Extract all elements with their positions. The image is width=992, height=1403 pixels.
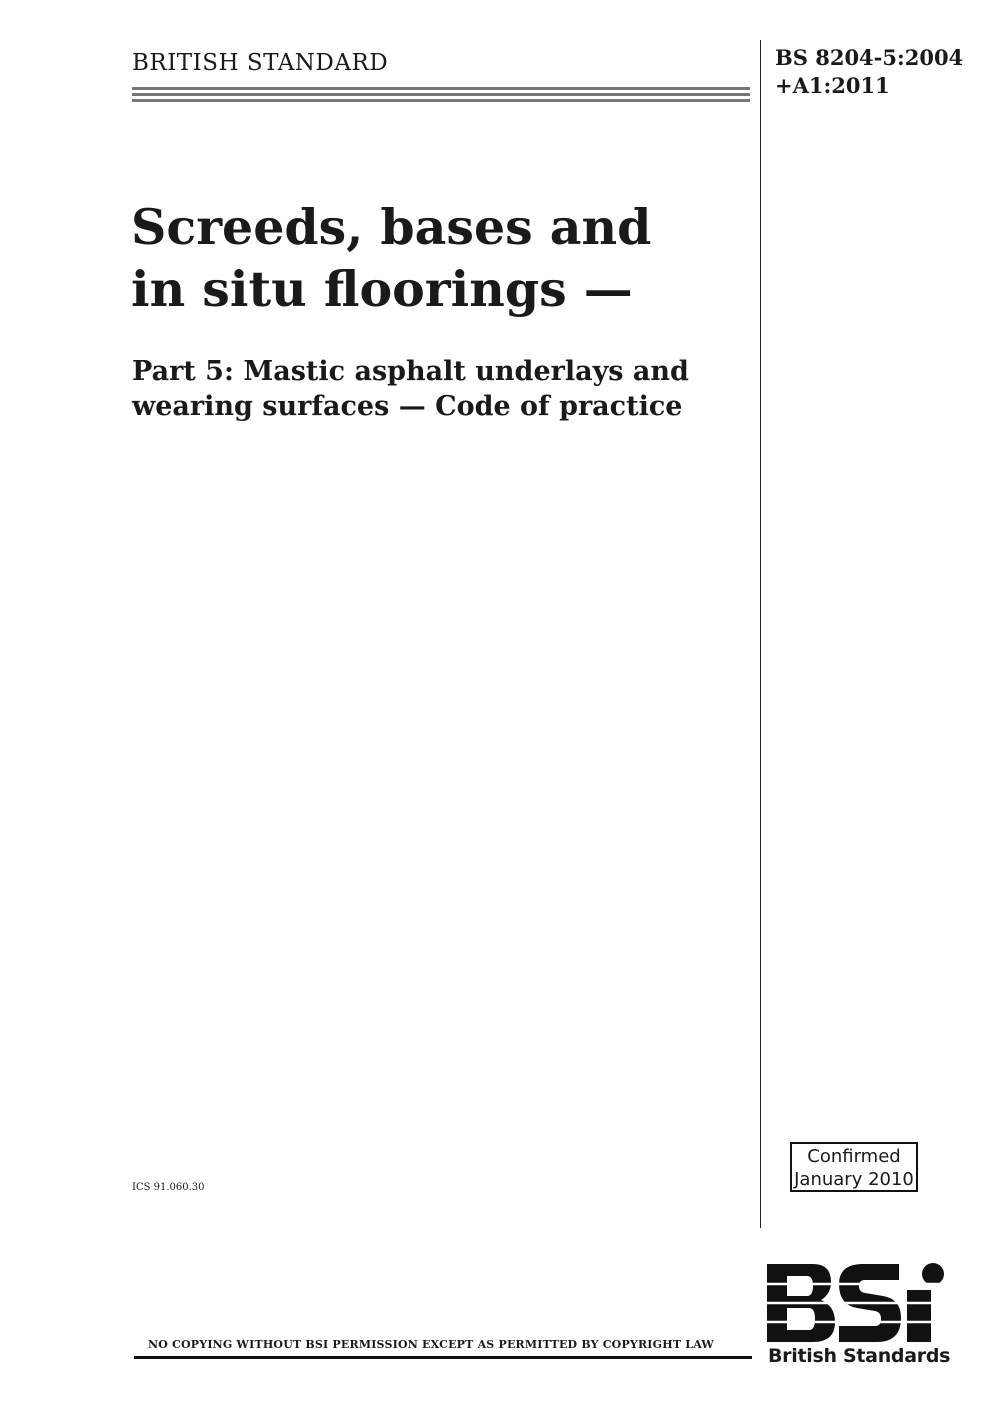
standard-number-line2: +A1:2011 xyxy=(775,73,890,98)
standard-number xyxy=(775,44,963,100)
bsi-logo xyxy=(765,1262,947,1344)
logo-letter-i-stem xyxy=(907,1290,931,1342)
ics-code: ICS 91.060.30 xyxy=(132,1182,205,1193)
bsi-tagline: British Standards xyxy=(768,1345,951,1367)
confirmed-stamp xyxy=(790,1142,918,1192)
stamp-line1: Confirmed xyxy=(807,1146,901,1167)
title-line1: Screeds, bases and xyxy=(131,198,652,256)
stamp-line2: January 2010 xyxy=(794,1169,914,1190)
subtitle-line1: Part 5: Mastic asphalt underlays and xyxy=(132,356,689,387)
footer-rule xyxy=(134,1356,752,1359)
standard-number-line1: BS 8204-5:2004 xyxy=(775,45,964,70)
header-label: BRITISH STANDARD xyxy=(132,50,389,76)
subtitle-line2: wearing surfaces — Code of practice xyxy=(132,391,683,422)
document-title xyxy=(131,196,751,320)
copyright-notice: NO COPYING WITHOUT BSI PERMISSION EXCEPT AS PERMITTED BY COPYRIGHT LAW xyxy=(148,1338,714,1351)
header-rule-middle xyxy=(132,93,750,96)
logo-letter-i-dot xyxy=(922,1263,944,1285)
header-rule-bottom xyxy=(132,99,750,102)
header-rule-top xyxy=(132,87,750,90)
vertical-divider xyxy=(760,40,761,1228)
document-subtitle xyxy=(132,354,752,424)
title-line2: in situ floorings — xyxy=(131,260,633,318)
